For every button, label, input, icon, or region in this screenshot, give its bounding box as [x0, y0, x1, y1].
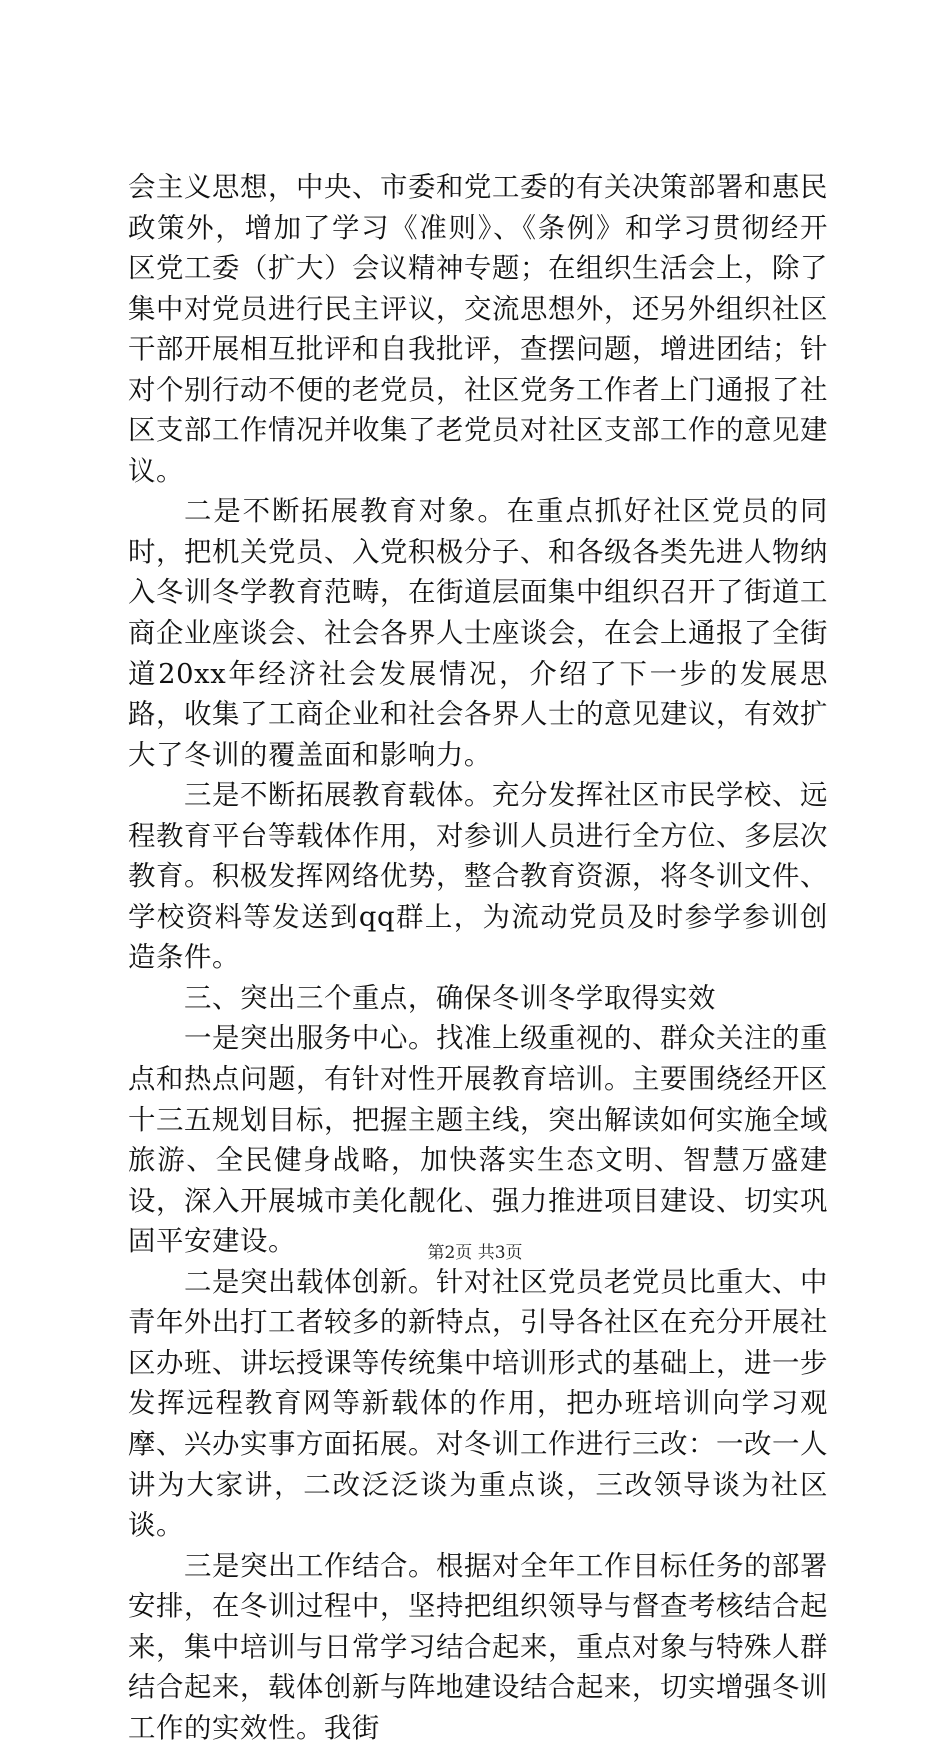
paragraph-education-targets: 二是不断拓展教育对象。在重点抓好社区党员的同时，把机关党员、入党积极分子、和各级各类先进人物纳入冬训冬学教育范畴，在街道层面集中组织召开了街道工商企业座谈会、社会各界人士座谈会，在会上通报了全街道20xx年经济社会发展情况，介绍了下一步的发展思路，收集了工商企业和社会各界人士的意见建议，有效扩大了冬训的覆盖面和影响力。 — [128, 496, 828, 771]
page-number-footer: 第2页 共3页 — [427, 1243, 523, 1263]
paragraph-education-carriers: 三是不断拓展教育载体。充分发挥社区市民学校、远程教育平台等载体作用，对参训人员进行全方位、多层次教育。积极发挥网络优势，整合教育资源，将冬训文件、学校资料等发送到qq群上，为流动党员及时参学参训创造条件。 — [128, 780, 828, 974]
paragraph-work-integration: 三是突出工作结合。根据对全年工作目标任务的部署安排，在冬训过程中，坚持把组织领导与督查考核结合起来，集中培训与日常学习结合起来，重点对象与特殊人群结合起来，载体创新与阵地建设结合起来，切实增强冬训工作的实效性。我街 — [128, 1550, 828, 1744]
paragraph-carrier-innovation: 二是突出载体创新。针对社区党员老党员比重大、中青年外出打工者较多的新特点，引导各社区在充分开展社区办班、讲坛授课等传统集中培训形式的基础上，进一步发挥远程教育网等新载体的作用，把办班培训向学习观摩、兴办实事方面拓展。对冬训工作进行三改：一改一人讲为大家讲，二改泛泛谈为重点谈，三改领导谈为社区谈。 — [128, 1266, 828, 1542]
section-heading-three-focuses: 三、突出三个重点，确保冬训冬学取得实效 — [184, 982, 716, 1014]
paragraph-continued: 会主义思想，中央、市委和党工委的有关决策部署和惠民政策外，增加了学习《准则》、《条例》和学习贯彻经开区党工委（扩大）会议精神专题；在组织生活会上，除了集中对党员进行民主评议，交流思想外，还另外组织社区干部开展相互批评和自我批评，查摆问题，增进团结；针对个别行动不便的老党员，社区党务工作者上门通报了社区支部工作情况并收集了老党员对社区支部工作的意见建议。 — [128, 172, 828, 487]
document-body — [128, 168, 828, 1749]
paragraph-service-center: 一是突出服务中心。找准上级重视的、群众关注的重点和热点问题，有针对性开展教育培训。主要围绕经开区十三五规划目标，把握主题主线，突出解读如何实施全域旅游、全民健身战略，加快落实生态文明、智慧万盛建设，深入开展城市美化靓化、强力推进项目建设、切实巩固平安建设。 — [128, 1023, 828, 1258]
